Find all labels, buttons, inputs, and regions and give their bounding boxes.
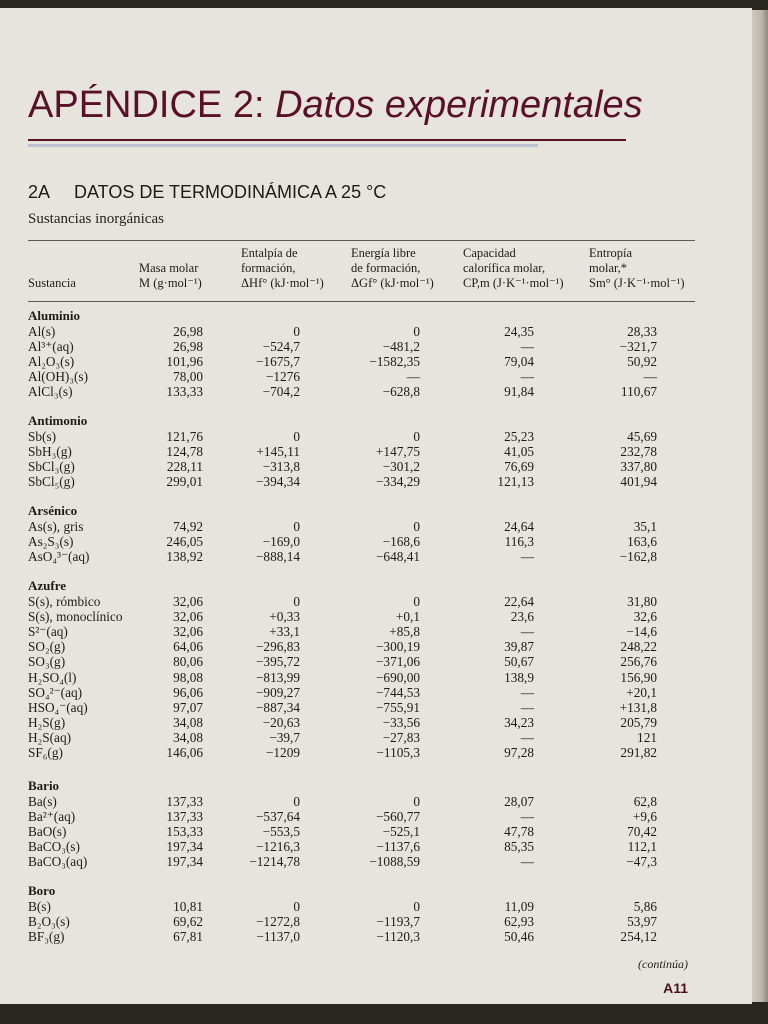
group-heading: Antimonio xyxy=(28,413,88,428)
cell-molar-mass: 133,33 xyxy=(166,384,203,400)
cell-substance: S(s), rómbico xyxy=(28,594,101,609)
cell-enthalpy: −313,8 xyxy=(262,459,300,475)
cell-enthalpy: −553,5 xyxy=(262,824,300,840)
cell-molar-mass: 97,07 xyxy=(173,699,203,715)
cell-molar-mass: 246,05 xyxy=(166,534,203,550)
group-heading: Azufre xyxy=(28,578,67,593)
section-subtitle: Sustancias inorgánicas xyxy=(28,211,164,227)
cell-enthalpy: −39,7 xyxy=(269,729,300,745)
table-row xyxy=(0,459,720,474)
cell-entropy: 112,1 xyxy=(627,839,657,855)
header-substance: Sustancia xyxy=(28,276,76,290)
cell-heat-capacity: — xyxy=(520,699,534,715)
cell-enthalpy: −1675,7 xyxy=(255,354,300,370)
cell-molar-mass: 80,06 xyxy=(173,654,203,670)
cell-enthalpy: −1276 xyxy=(265,369,300,385)
cell-molar-mass: 146,06 xyxy=(166,745,203,760)
cell-substance: H₂S(aq) xyxy=(28,729,72,745)
cell-enthalpy: 0 xyxy=(293,519,300,534)
cell-gibbs: −301,2 xyxy=(382,459,420,475)
cell-substance: SO₄²⁻(aq) xyxy=(28,684,83,700)
cell-enthalpy: −909,27 xyxy=(255,684,300,700)
cell-enthalpy: −296,83 xyxy=(255,639,300,655)
cell-entropy: 254,12 xyxy=(620,929,657,945)
cell-entropy: 337,80 xyxy=(620,459,657,475)
cell-entropy: +20,1 xyxy=(626,684,657,700)
cell-enthalpy: 0 xyxy=(293,429,300,444)
cell-molar-mass: 26,98 xyxy=(173,339,203,355)
table-row xyxy=(0,654,720,669)
cell-gibbs: −648,41 xyxy=(375,549,420,565)
cell-entropy: 35,1 xyxy=(633,519,657,534)
cell-gibbs: −334,29 xyxy=(375,474,420,490)
table-row xyxy=(0,794,720,809)
cell-entropy: −47,3 xyxy=(626,854,657,870)
cell-enthalpy: −395,72 xyxy=(255,654,300,670)
cell-entropy: 31,80 xyxy=(627,594,657,609)
table-row xyxy=(0,429,720,444)
cell-molar-mass: 121,76 xyxy=(166,429,203,444)
cell-substance: HSO₄⁻(aq) xyxy=(28,699,88,715)
cell-heat-capacity: 50,46 xyxy=(504,929,534,945)
cell-molar-mass: 153,33 xyxy=(166,824,203,840)
cell-heat-capacity: 116,3 xyxy=(504,534,534,550)
cell-gibbs: 0 xyxy=(413,899,420,914)
cell-molar-mass: 96,06 xyxy=(173,684,203,700)
cell-enthalpy: 0 xyxy=(293,794,300,809)
cell-substance: S²⁻(aq) xyxy=(28,624,68,640)
group-heading: Boro xyxy=(28,883,56,898)
cell-entropy: 5,86 xyxy=(633,899,657,914)
cell-entropy: 256,76 xyxy=(620,654,657,670)
cell-entropy: 45,69 xyxy=(627,429,657,444)
table-row xyxy=(0,685,720,700)
table-row xyxy=(0,594,720,609)
table-row xyxy=(0,369,720,384)
page-edge xyxy=(752,10,768,1002)
cell-substance: Sb(s) xyxy=(28,429,57,444)
header-heat-capacity: Capacidad calorífica molar, CP,m (J·K⁻¹·mol⁻¹) xyxy=(463,246,564,290)
table-top-rule xyxy=(28,240,695,241)
cell-entropy: 291,82 xyxy=(620,745,657,760)
table-row xyxy=(0,745,720,760)
table-row xyxy=(0,324,720,339)
cell-enthalpy: −888,14 xyxy=(255,549,300,565)
cell-substance: Ba(s) xyxy=(28,794,57,809)
table-row xyxy=(0,639,720,654)
cell-entropy: 70,42 xyxy=(627,824,657,840)
cell-entropy: 163,6 xyxy=(627,534,657,550)
cell-substance: SF₆(g) xyxy=(28,745,63,760)
cell-gibbs: +0,1 xyxy=(395,609,420,625)
cell-molar-mass: 197,34 xyxy=(166,839,203,855)
table-row xyxy=(0,914,720,929)
cell-entropy: +131,8 xyxy=(619,699,657,715)
cell-gibbs: 0 xyxy=(413,519,420,534)
cell-substance: B₂O₃(s) xyxy=(28,914,70,930)
table-row xyxy=(0,444,720,459)
cell-heat-capacity: 28,07 xyxy=(504,794,534,809)
cell-substance: B(s) xyxy=(28,899,51,914)
cell-heat-capacity: 34,23 xyxy=(504,714,534,730)
cell-enthalpy: −813,99 xyxy=(255,669,300,685)
cell-gibbs: −300,19 xyxy=(375,639,420,655)
cell-entropy: −321,7 xyxy=(619,339,657,355)
page-number: A11 xyxy=(663,980,688,996)
cell-heat-capacity: 76,69 xyxy=(504,459,534,475)
cell-substance: S(s), monoclínico xyxy=(28,609,123,625)
table-row xyxy=(0,609,720,624)
table-row xyxy=(0,474,720,489)
cell-molar-mass: 78,00 xyxy=(173,369,203,385)
cell-enthalpy: −524,7 xyxy=(262,339,300,355)
cell-heat-capacity: 50,67 xyxy=(504,654,534,670)
cell-gibbs: −1137,6 xyxy=(376,839,420,855)
cell-entropy: −14,6 xyxy=(626,624,657,640)
cell-substance: BaO(s) xyxy=(28,824,67,840)
table-row xyxy=(0,519,720,534)
cell-enthalpy: −537,64 xyxy=(255,809,300,825)
cell-enthalpy: +145,11 xyxy=(256,444,300,460)
cell-gibbs: 0 xyxy=(413,594,420,609)
cell-molar-mass: 197,34 xyxy=(166,854,203,870)
cell-entropy: 50,92 xyxy=(627,354,657,370)
cell-molar-mass: 34,08 xyxy=(173,729,203,745)
cell-heat-capacity: — xyxy=(520,549,534,565)
cell-heat-capacity: — xyxy=(520,339,534,355)
table-row xyxy=(0,839,720,854)
header-entropy: Entropía molar,* Sm° (J·K⁻¹·mol⁻¹) xyxy=(589,246,685,290)
header-enthalpy: Entalpía de formación, ΔHf° (kJ·mol⁻¹) xyxy=(241,246,324,290)
cell-heat-capacity: 79,04 xyxy=(504,354,534,370)
cell-gibbs: −690,00 xyxy=(375,669,420,685)
cell-heat-capacity: 97,28 xyxy=(504,745,534,760)
table-row xyxy=(0,899,720,914)
section-heading: 2A DATOS DE TERMODINÁMICA A 25 °C xyxy=(28,182,387,202)
cell-gibbs: −1120,3 xyxy=(376,929,420,945)
cell-enthalpy: −169,0 xyxy=(262,534,300,550)
cell-molar-mass: 32,06 xyxy=(173,594,203,609)
cell-molar-mass: 74,92 xyxy=(173,519,203,534)
cell-gibbs: −1105,3 xyxy=(376,745,420,760)
cell-substance: As₂S₃(s) xyxy=(28,534,74,550)
cell-molar-mass: 69,62 xyxy=(173,914,203,930)
cell-gibbs: — xyxy=(406,369,420,385)
cell-heat-capacity: 47,78 xyxy=(504,824,534,840)
header-gibbs: Energía libre de formación, ΔGf° (kJ·mol⁻¹) xyxy=(351,246,434,290)
table-row xyxy=(0,700,720,715)
cell-entropy: 28,33 xyxy=(627,324,657,339)
cell-entropy: — xyxy=(643,369,657,385)
cell-substance: SbH₃(g) xyxy=(28,444,72,460)
cell-entropy: −162,8 xyxy=(619,549,657,565)
cell-gibbs: −1088,59 xyxy=(369,854,420,870)
cell-molar-mass: 67,81 xyxy=(173,929,203,945)
table-row xyxy=(0,854,720,869)
cell-substance: AsO₄³⁻(aq) xyxy=(28,549,90,565)
group-heading: Bario xyxy=(28,778,60,793)
cell-enthalpy: −1216,3 xyxy=(255,839,300,855)
cell-heat-capacity: 24,64 xyxy=(504,519,534,534)
cell-entropy: 53,97 xyxy=(627,914,657,930)
cell-gibbs: −628,8 xyxy=(382,384,420,400)
cell-entropy: 156,90 xyxy=(620,669,657,685)
cell-heat-capacity: 41,05 xyxy=(504,444,534,460)
cell-entropy: 205,79 xyxy=(620,714,657,730)
cell-gibbs: −27,83 xyxy=(382,729,420,745)
cell-enthalpy: 0 xyxy=(293,899,300,914)
cell-heat-capacity: 24,35 xyxy=(504,324,534,339)
cell-gibbs: −168,6 xyxy=(382,534,420,550)
cell-molar-mass: 10,81 xyxy=(173,899,203,914)
cell-enthalpy: 0 xyxy=(293,594,300,609)
appendix-title: APÉNDICE 2: Datos experimentales xyxy=(28,84,643,126)
cell-molar-mass: 138,92 xyxy=(166,549,203,565)
cell-molar-mass: 137,33 xyxy=(166,794,203,809)
cell-heat-capacity: 85,35 xyxy=(504,839,534,855)
cell-molar-mass: 299,01 xyxy=(166,474,203,490)
cell-gibbs: −33,56 xyxy=(382,714,420,730)
table-row xyxy=(0,730,720,745)
cell-gibbs: 0 xyxy=(413,429,420,444)
cell-entropy: 62,8 xyxy=(633,794,657,809)
cell-heat-capacity: 22,64 xyxy=(504,594,534,609)
cell-substance: Al₂O₃(s) xyxy=(28,354,75,370)
table-row xyxy=(0,670,720,685)
table-row xyxy=(0,339,720,354)
cell-enthalpy: −1137,0 xyxy=(256,929,300,945)
cell-substance: H₂SO₄(l) xyxy=(28,669,77,685)
cell-molar-mass: 124,78 xyxy=(166,444,203,460)
cell-entropy: +9,6 xyxy=(632,809,657,825)
cell-heat-capacity: — xyxy=(520,369,534,385)
cell-heat-capacity: — xyxy=(520,729,534,745)
cell-substance: SO₂(g) xyxy=(28,639,66,655)
cell-molar-mass: 64,06 xyxy=(173,639,203,655)
cell-entropy: 32,6 xyxy=(633,609,657,625)
cell-gibbs: −560,77 xyxy=(375,809,420,825)
table-row xyxy=(0,929,720,944)
cell-substance: SO₃(g) xyxy=(28,654,66,670)
cell-enthalpy: −704,2 xyxy=(262,384,300,400)
cell-gibbs: −525,1 xyxy=(382,824,420,840)
cell-heat-capacity: 62,93 xyxy=(504,914,534,930)
cell-substance: Al³⁺(aq) xyxy=(28,339,74,355)
cell-entropy: 121 xyxy=(637,729,657,745)
cell-substance: SbCl₅(g) xyxy=(28,474,75,490)
cell-heat-capacity: — xyxy=(520,809,534,825)
cell-gibbs: −371,06 xyxy=(375,654,420,670)
cell-molar-mass: 98,08 xyxy=(173,669,203,685)
cell-gibbs: 0 xyxy=(413,794,420,809)
table-row xyxy=(0,624,720,639)
cell-heat-capacity: 39,87 xyxy=(504,639,534,655)
cell-enthalpy: −394,34 xyxy=(255,474,300,490)
cell-heat-capacity: 25,23 xyxy=(504,429,534,444)
group-heading: Arsénico xyxy=(28,503,78,518)
cell-substance: As(s), gris xyxy=(28,519,84,534)
table-row xyxy=(0,549,720,564)
cell-gibbs: −1582,35 xyxy=(369,354,420,370)
continues-note: (continúa) xyxy=(638,957,688,971)
cell-molar-mass: 137,33 xyxy=(166,809,203,825)
cell-entropy: 110,67 xyxy=(620,384,657,400)
cell-enthalpy: −887,34 xyxy=(255,699,300,715)
cell-substance: BF₃(g) xyxy=(28,929,65,945)
table-row xyxy=(0,534,720,549)
cell-enthalpy: +33,1 xyxy=(269,624,300,640)
cell-heat-capacity: — xyxy=(520,684,534,700)
cell-enthalpy: −1214,78 xyxy=(249,854,300,870)
cell-enthalpy: −1209 xyxy=(265,745,300,760)
header-molar-mass: Masa molar M (g·mol⁻¹) xyxy=(139,261,202,290)
cell-gibbs: +85,8 xyxy=(389,624,420,640)
table-row xyxy=(0,809,720,824)
title-rule-accent xyxy=(28,144,538,147)
cell-substance: H₂S(g) xyxy=(28,714,66,730)
cell-molar-mass: 32,06 xyxy=(173,609,203,625)
cell-enthalpy: −1272,8 xyxy=(255,914,300,930)
cell-substance: Ba²⁺(aq) xyxy=(28,809,76,825)
title-rule xyxy=(28,139,626,141)
table-row xyxy=(0,354,720,369)
table-row xyxy=(0,824,720,839)
cell-molar-mass: 101,96 xyxy=(166,354,203,370)
cell-molar-mass: 34,08 xyxy=(173,714,203,730)
cell-substance: AlCl₃(s) xyxy=(28,384,73,400)
cell-substance: Al(OH)₃(s) xyxy=(28,369,89,385)
cell-heat-capacity: 138,9 xyxy=(504,669,534,685)
cell-entropy: 232,78 xyxy=(620,444,657,460)
cell-molar-mass: 228,11 xyxy=(166,459,203,475)
cell-gibbs: −481,2 xyxy=(382,339,420,355)
cell-substance: Al(s) xyxy=(28,324,56,339)
cell-enthalpy: −20,63 xyxy=(262,714,300,730)
cell-substance: BaCO₃(aq) xyxy=(28,854,88,870)
cell-enthalpy: 0 xyxy=(293,324,300,339)
cell-entropy: 401,94 xyxy=(620,474,657,490)
cell-substance: BaCO₃(s) xyxy=(28,839,80,855)
table-row xyxy=(0,384,720,399)
cell-heat-capacity: — xyxy=(520,854,534,870)
group-heading: Aluminio xyxy=(28,308,81,323)
cell-heat-capacity: — xyxy=(520,624,534,640)
cell-heat-capacity: 11,09 xyxy=(504,899,534,914)
cell-heat-capacity: 121,13 xyxy=(497,474,534,490)
cell-molar-mass: 32,06 xyxy=(173,624,203,640)
cell-entropy: 248,22 xyxy=(620,639,657,655)
cell-gibbs: 0 xyxy=(413,324,420,339)
cell-molar-mass: 26,98 xyxy=(173,324,203,339)
cell-heat-capacity: 91,84 xyxy=(504,384,534,400)
table-row xyxy=(0,715,720,730)
table-header-rule xyxy=(28,301,695,302)
cell-substance: SbCl₃(g) xyxy=(28,459,75,475)
cell-enthalpy: +0,33 xyxy=(269,609,300,625)
cell-heat-capacity: 23,6 xyxy=(510,609,534,625)
cell-gibbs: +147,75 xyxy=(375,444,420,460)
cell-gibbs: −755,91 xyxy=(375,699,420,715)
cell-gibbs: −744,53 xyxy=(375,684,420,700)
cell-gibbs: −1193,7 xyxy=(376,914,420,930)
